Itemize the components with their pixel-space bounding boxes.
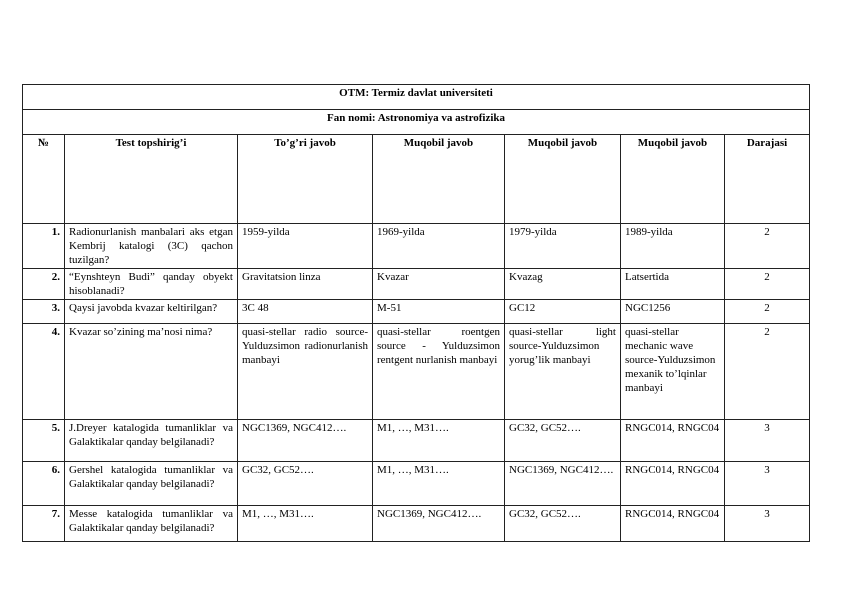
difficulty-level: 2 <box>725 300 810 324</box>
difficulty-level: 3 <box>725 420 810 462</box>
table-row <box>23 324 810 420</box>
task-text: Qaysi javobda kvazar keltirilgan? <box>65 300 238 324</box>
table-row <box>23 506 810 542</box>
task-text: Kvazar so’zining ma’nosi nima? <box>65 324 238 420</box>
alternative-answer-2: GC32, GC52…. <box>505 420 621 462</box>
alternative-answer-1: NGC1369, NGC412…. <box>373 506 505 542</box>
difficulty-level: 2 <box>725 324 810 420</box>
correct-answer: 1959-yilda <box>238 224 373 269</box>
row-number: 5. <box>23 420 65 462</box>
task-text: J.Dreyer katalogida tumanliklar va Galaktikalar qanday belgilanadi? <box>65 420 238 462</box>
alternative-answer-3: Latsertida <box>621 269 725 300</box>
column-header-alt1: Muqobil javob <box>373 135 505 224</box>
alternative-answer-3: quasi-stellar mechanic wave source-Yulduzsimon mexanik to’lqinlar manbayi <box>621 324 725 420</box>
alternative-answer-1: Kvazar <box>373 269 505 300</box>
subject-title: Fan nomi: Astronomiya va astrofizika <box>23 110 810 135</box>
alternative-answer-3: RNGC014, RNGC04 <box>621 420 725 462</box>
alternative-answer-2: NGC1369, NGC412…. <box>505 462 621 506</box>
row-number: 2. <box>23 269 65 300</box>
correct-answer: M1, …, M31…. <box>238 506 373 542</box>
institution-title: OTM: Termiz davlat universiteti <box>23 85 810 110</box>
alternative-answer-2: Kvazag <box>505 269 621 300</box>
table-row <box>23 300 810 324</box>
difficulty-level: 2 <box>725 269 810 300</box>
alternative-answer-3: RNGC014, RNGC04 <box>621 462 725 506</box>
row-number: 6. <box>23 462 65 506</box>
alternative-answer-2: GC32, GC52…. <box>505 506 621 542</box>
column-header-alt3: Muqobil javob <box>621 135 725 224</box>
table-row <box>23 224 810 269</box>
alternative-answer-1: quasi-stellar roentgen source - Yulduzsimon rentgent nurlanish manbayi <box>373 324 505 420</box>
alternative-answer-3: NGC1256 <box>621 300 725 324</box>
row-number: 1. <box>23 224 65 269</box>
test-table <box>22 84 810 542</box>
correct-answer: GC32, GC52…. <box>238 462 373 506</box>
alternative-answer-1: M1, …, M31…. <box>373 420 505 462</box>
alternative-answer-2: quasi-stellar light source-Yulduzsimon yorug’lik manbayi <box>505 324 621 420</box>
row-number: 4. <box>23 324 65 420</box>
task-text: “Eynshteyn Budi” qanday obyekt hisoblanadi? <box>65 269 238 300</box>
alternative-answer-1: 1969-yilda <box>373 224 505 269</box>
task-text: Messe katalogida tumanliklar va Galaktikalar qanday belgilanadi? <box>65 506 238 542</box>
table-body <box>23 224 810 542</box>
table-row <box>23 462 810 506</box>
table-row <box>23 269 810 300</box>
task-text: Gershel katalogida tumanliklar va Galaktikalar qanday belgilanadi? <box>65 462 238 506</box>
difficulty-level: 3 <box>725 506 810 542</box>
row-number: 7. <box>23 506 65 542</box>
column-header-correct: To’g’ri javob <box>238 135 373 224</box>
column-header-alt2: Muqobil javob <box>505 135 621 224</box>
alternative-answer-2: 1979-yilda <box>505 224 621 269</box>
task-text: Radionurlanish manbalari aks etgan Kembrij katalogi (3C) qachon tuzilgan? <box>65 224 238 269</box>
column-header-number: № <box>23 135 65 224</box>
difficulty-level: 3 <box>725 462 810 506</box>
alternative-answer-1: M-51 <box>373 300 505 324</box>
correct-answer: 3C 48 <box>238 300 373 324</box>
alternative-answer-2: GC12 <box>505 300 621 324</box>
correct-answer: Gravitatsion linza <box>238 269 373 300</box>
row-number: 3. <box>23 300 65 324</box>
column-header-task: Test topshirig’i <box>65 135 238 224</box>
difficulty-level: 2 <box>725 224 810 269</box>
table-row <box>23 420 810 462</box>
alternative-answer-1: M1, …, M31…. <box>373 462 505 506</box>
column-header-row <box>23 135 810 224</box>
correct-answer: quasi-stellar radio source-Yulduzsimon radionurlanish manbayi <box>238 324 373 420</box>
alternative-answer-3: RNGC014, RNGC04 <box>621 506 725 542</box>
correct-answer: NGC1369, NGC412…. <box>238 420 373 462</box>
column-header-level: Darajasi <box>725 135 810 224</box>
alternative-answer-3: 1989-yilda <box>621 224 725 269</box>
